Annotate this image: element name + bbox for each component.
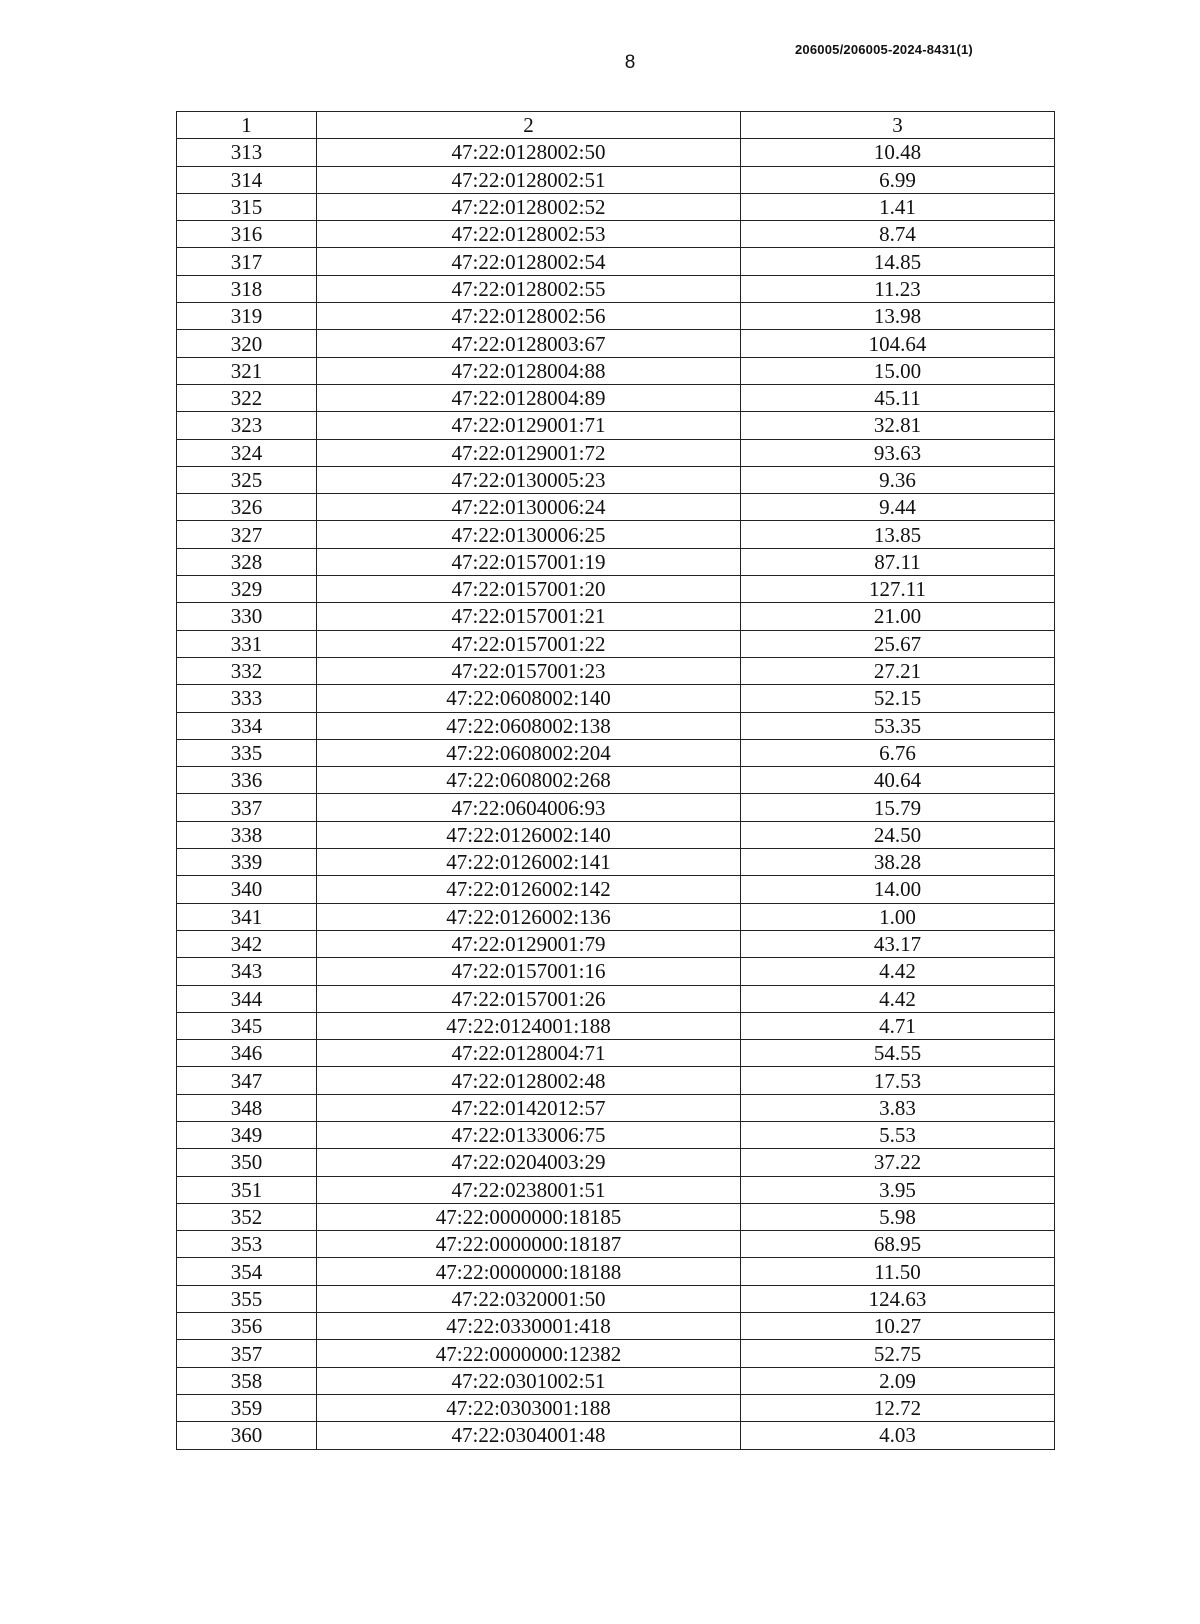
- row-number-cell: 335: [177, 739, 317, 766]
- row-number-cell: 318: [177, 275, 317, 302]
- value-cell: 17.53: [741, 1067, 1055, 1094]
- table-row: [177, 548, 1055, 575]
- value-cell: 5.53: [741, 1121, 1055, 1148]
- value-cell: 6.76: [741, 739, 1055, 766]
- table-row: [177, 384, 1055, 411]
- cadastral-number-cell: 47:22:0129001:71: [317, 412, 741, 439]
- cadastral-number-cell: 47:22:0128004:89: [317, 384, 741, 411]
- cadastral-number-cell: 47:22:0608002:140: [317, 685, 741, 712]
- table-row: [177, 958, 1055, 985]
- table-row: [177, 1394, 1055, 1421]
- column-header-1: 1: [177, 112, 317, 139]
- cadastral-number-cell: 47:22:0301002:51: [317, 1367, 741, 1394]
- table-row: [177, 739, 1055, 766]
- cadastral-number-cell: 47:22:0129001:72: [317, 439, 741, 466]
- value-cell: 15.79: [741, 794, 1055, 821]
- table-row: [177, 1203, 1055, 1230]
- row-number-cell: 324: [177, 439, 317, 466]
- row-number-cell: 314: [177, 166, 317, 193]
- row-number-cell: 350: [177, 1149, 317, 1176]
- row-number-cell: 344: [177, 985, 317, 1012]
- row-number-cell: 356: [177, 1313, 317, 1340]
- cadastral-number-cell: 47:22:0320001:50: [317, 1285, 741, 1312]
- cadastral-number-cell: 47:22:0204003:29: [317, 1149, 741, 1176]
- row-number-cell: 337: [177, 794, 317, 821]
- row-number-cell: 315: [177, 193, 317, 220]
- row-number-cell: 354: [177, 1258, 317, 1285]
- table-row: [177, 849, 1055, 876]
- row-number-cell: 319: [177, 303, 317, 330]
- row-number-cell: 316: [177, 221, 317, 248]
- table-row: [177, 603, 1055, 630]
- row-number-cell: 327: [177, 521, 317, 548]
- cadastral-number-cell: 47:22:0126002:136: [317, 903, 741, 930]
- row-number-cell: 332: [177, 657, 317, 684]
- table-row: [177, 521, 1055, 548]
- cadastral-number-cell: 47:22:0604006:93: [317, 794, 741, 821]
- cadastral-number-cell: 47:22:0157001:26: [317, 985, 741, 1012]
- row-number-cell: 330: [177, 603, 317, 630]
- table-row: [177, 1040, 1055, 1067]
- table-row: [177, 1340, 1055, 1367]
- table-row: [177, 466, 1055, 493]
- cadastral-number-cell: 47:22:0128003:67: [317, 330, 741, 357]
- table-body: [177, 139, 1055, 1449]
- value-cell: 40.64: [741, 767, 1055, 794]
- cadastral-number-cell: 47:22:0157001:19: [317, 548, 741, 575]
- cadastral-number-cell: 47:22:0129001:79: [317, 930, 741, 957]
- table-row: [177, 166, 1055, 193]
- cadastral-number-cell: 47:22:0000000:18187: [317, 1231, 741, 1258]
- table-row: [177, 1231, 1055, 1258]
- table-row: [177, 930, 1055, 957]
- value-cell: 13.85: [741, 521, 1055, 548]
- table-row: [177, 439, 1055, 466]
- row-number-cell: 333: [177, 685, 317, 712]
- value-cell: 68.95: [741, 1231, 1055, 1258]
- value-cell: 1.41: [741, 193, 1055, 220]
- value-cell: 27.21: [741, 657, 1055, 684]
- row-number-cell: 341: [177, 903, 317, 930]
- table-row: [177, 1012, 1055, 1039]
- value-cell: 52.75: [741, 1340, 1055, 1367]
- row-number-cell: 345: [177, 1012, 317, 1039]
- row-number-cell: 347: [177, 1067, 317, 1094]
- row-number-cell: 342: [177, 930, 317, 957]
- row-number-cell: 355: [177, 1285, 317, 1312]
- cadastral-number-cell: 47:22:0128002:48: [317, 1067, 741, 1094]
- row-number-cell: 323: [177, 412, 317, 439]
- table-row: [177, 685, 1055, 712]
- value-cell: 127.11: [741, 576, 1055, 603]
- cadastral-number-cell: 47:22:0130005:23: [317, 466, 741, 493]
- value-cell: 38.28: [741, 849, 1055, 876]
- value-cell: 21.00: [741, 603, 1055, 630]
- row-number-cell: 349: [177, 1121, 317, 1148]
- cadastral-number-cell: 47:22:0124001:188: [317, 1012, 741, 1039]
- row-number-cell: 359: [177, 1394, 317, 1421]
- row-number-cell: 325: [177, 466, 317, 493]
- value-cell: 11.23: [741, 275, 1055, 302]
- row-number-cell: 343: [177, 958, 317, 985]
- value-cell: 93.63: [741, 439, 1055, 466]
- cadastral-number-cell: 47:22:0304001:48: [317, 1422, 741, 1449]
- cadastral-number-cell: 47:22:0157001:16: [317, 958, 741, 985]
- cadastral-number-cell: 47:22:0157001:22: [317, 630, 741, 657]
- cadastral-number-cell: 47:22:0128002:50: [317, 139, 741, 166]
- value-cell: 10.48: [741, 139, 1055, 166]
- table-row: [177, 1149, 1055, 1176]
- row-number-cell: 351: [177, 1176, 317, 1203]
- value-cell: 37.22: [741, 1149, 1055, 1176]
- value-cell: 43.17: [741, 930, 1055, 957]
- table-row: [177, 1313, 1055, 1340]
- value-cell: 15.00: [741, 357, 1055, 384]
- table-row: [177, 1422, 1055, 1449]
- table-row: [177, 1176, 1055, 1203]
- cadastral-number-cell: 47:22:0130006:25: [317, 521, 741, 548]
- table-row: [177, 1367, 1055, 1394]
- cadastral-number-cell: 47:22:0157001:23: [317, 657, 741, 684]
- table-row: [177, 193, 1055, 220]
- row-number-cell: 357: [177, 1340, 317, 1367]
- cadastral-number-cell: 47:22:0128002:51: [317, 166, 741, 193]
- table-row: [177, 330, 1055, 357]
- value-cell: 14.85: [741, 248, 1055, 275]
- value-cell: 124.63: [741, 1285, 1055, 1312]
- table-row: [177, 303, 1055, 330]
- table-row: [177, 275, 1055, 302]
- cadastral-number-cell: 47:22:0238001:51: [317, 1176, 741, 1203]
- table-row: [177, 357, 1055, 384]
- value-cell: 32.81: [741, 412, 1055, 439]
- table-row: [177, 1067, 1055, 1094]
- cadastral-number-cell: 47:22:0000000:18185: [317, 1203, 741, 1230]
- table-row: [177, 985, 1055, 1012]
- row-number-cell: 328: [177, 548, 317, 575]
- value-cell: 13.98: [741, 303, 1055, 330]
- value-cell: 54.55: [741, 1040, 1055, 1067]
- cadastral-number-cell: 47:22:0133006:75: [317, 1121, 741, 1148]
- document-id: 206005/206005-2024-8431(1): [795, 42, 973, 57]
- column-header-3: 3: [741, 112, 1055, 139]
- value-cell: 2.09: [741, 1367, 1055, 1394]
- row-number-cell: 338: [177, 821, 317, 848]
- value-cell: 45.11: [741, 384, 1055, 411]
- table-row: [177, 657, 1055, 684]
- cadastral-number-cell: 47:22:0128004:88: [317, 357, 741, 384]
- value-cell: 3.95: [741, 1176, 1055, 1203]
- row-number-cell: 326: [177, 494, 317, 521]
- cadastral-number-cell: 47:22:0126002:140: [317, 821, 741, 848]
- value-cell: 4.42: [741, 985, 1055, 1012]
- value-cell: 5.98: [741, 1203, 1055, 1230]
- value-cell: 9.44: [741, 494, 1055, 521]
- table-header-row: [177, 112, 1055, 139]
- value-cell: 104.64: [741, 330, 1055, 357]
- cadastral-number-cell: 47:22:0128002:52: [317, 193, 741, 220]
- cadastral-number-cell: 47:22:0128002:53: [317, 221, 741, 248]
- value-cell: 24.50: [741, 821, 1055, 848]
- value-cell: 6.99: [741, 166, 1055, 193]
- row-number-cell: 322: [177, 384, 317, 411]
- row-number-cell: 353: [177, 1231, 317, 1258]
- table-row: [177, 1121, 1055, 1148]
- table-row: [177, 1094, 1055, 1121]
- table-row: [177, 1285, 1055, 1312]
- cadastral-number-cell: 47:22:0128002:56: [317, 303, 741, 330]
- value-cell: 4.03: [741, 1422, 1055, 1449]
- cadastral-number-cell: 47:22:0303001:188: [317, 1394, 741, 1421]
- row-number-cell: 346: [177, 1040, 317, 1067]
- cadastral-number-cell: 47:22:0128002:54: [317, 248, 741, 275]
- table-row: [177, 576, 1055, 603]
- row-number-cell: 329: [177, 576, 317, 603]
- row-number-cell: 352: [177, 1203, 317, 1230]
- table-row: [177, 630, 1055, 657]
- value-cell: 53.35: [741, 712, 1055, 739]
- table-row: [177, 767, 1055, 794]
- table-row: [177, 139, 1055, 166]
- table-row: [177, 221, 1055, 248]
- row-number-cell: 348: [177, 1094, 317, 1121]
- cadastral-number-cell: 47:22:0157001:20: [317, 576, 741, 603]
- table-row: [177, 712, 1055, 739]
- value-cell: 52.15: [741, 685, 1055, 712]
- value-cell: 8.74: [741, 221, 1055, 248]
- table-row: [177, 1258, 1055, 1285]
- value-cell: 14.00: [741, 876, 1055, 903]
- row-number-cell: 336: [177, 767, 317, 794]
- cadastral-number-cell: 47:22:0128002:55: [317, 275, 741, 302]
- table-row: [177, 494, 1055, 521]
- column-header-2: 2: [317, 112, 741, 139]
- cadastral-number-cell: 47:22:0126002:141: [317, 849, 741, 876]
- cadastral-number-cell: 47:22:0000000:18188: [317, 1258, 741, 1285]
- cadastral-number-cell: 47:22:0157001:21: [317, 603, 741, 630]
- cadastral-number-cell: 47:22:0608002:204: [317, 739, 741, 766]
- row-number-cell: 320: [177, 330, 317, 357]
- value-cell: 25.67: [741, 630, 1055, 657]
- value-cell: 10.27: [741, 1313, 1055, 1340]
- cadastral-number-cell: 47:22:0128004:71: [317, 1040, 741, 1067]
- table-row: [177, 876, 1055, 903]
- value-cell: 4.71: [741, 1012, 1055, 1039]
- page-number: 8: [624, 52, 636, 73]
- data-table: [176, 111, 1055, 1450]
- value-cell: 1.00: [741, 903, 1055, 930]
- value-cell: 12.72: [741, 1394, 1055, 1421]
- value-cell: 4.42: [741, 958, 1055, 985]
- cadastral-number-cell: 47:22:0130006:24: [317, 494, 741, 521]
- row-number-cell: 313: [177, 139, 317, 166]
- cadastral-number-cell: 47:22:0330001:418: [317, 1313, 741, 1340]
- cadastral-number-cell: 47:22:0142012:57: [317, 1094, 741, 1121]
- table-row: [177, 903, 1055, 930]
- row-number-cell: 334: [177, 712, 317, 739]
- row-number-cell: 358: [177, 1367, 317, 1394]
- table-row: [177, 794, 1055, 821]
- row-number-cell: 317: [177, 248, 317, 275]
- cadastral-number-cell: 47:22:0608002:268: [317, 767, 741, 794]
- row-number-cell: 321: [177, 357, 317, 384]
- value-cell: 9.36: [741, 466, 1055, 493]
- table-row: [177, 821, 1055, 848]
- value-cell: 87.11: [741, 548, 1055, 575]
- cadastral-number-cell: 47:22:0000000:12382: [317, 1340, 741, 1367]
- value-cell: 11.50: [741, 1258, 1055, 1285]
- row-number-cell: 340: [177, 876, 317, 903]
- row-number-cell: 331: [177, 630, 317, 657]
- table-row: [177, 248, 1055, 275]
- cadastral-number-cell: 47:22:0608002:138: [317, 712, 741, 739]
- table-row: [177, 412, 1055, 439]
- cadastral-number-cell: 47:22:0126002:142: [317, 876, 741, 903]
- value-cell: 3.83: [741, 1094, 1055, 1121]
- row-number-cell: 360: [177, 1422, 317, 1449]
- row-number-cell: 339: [177, 849, 317, 876]
